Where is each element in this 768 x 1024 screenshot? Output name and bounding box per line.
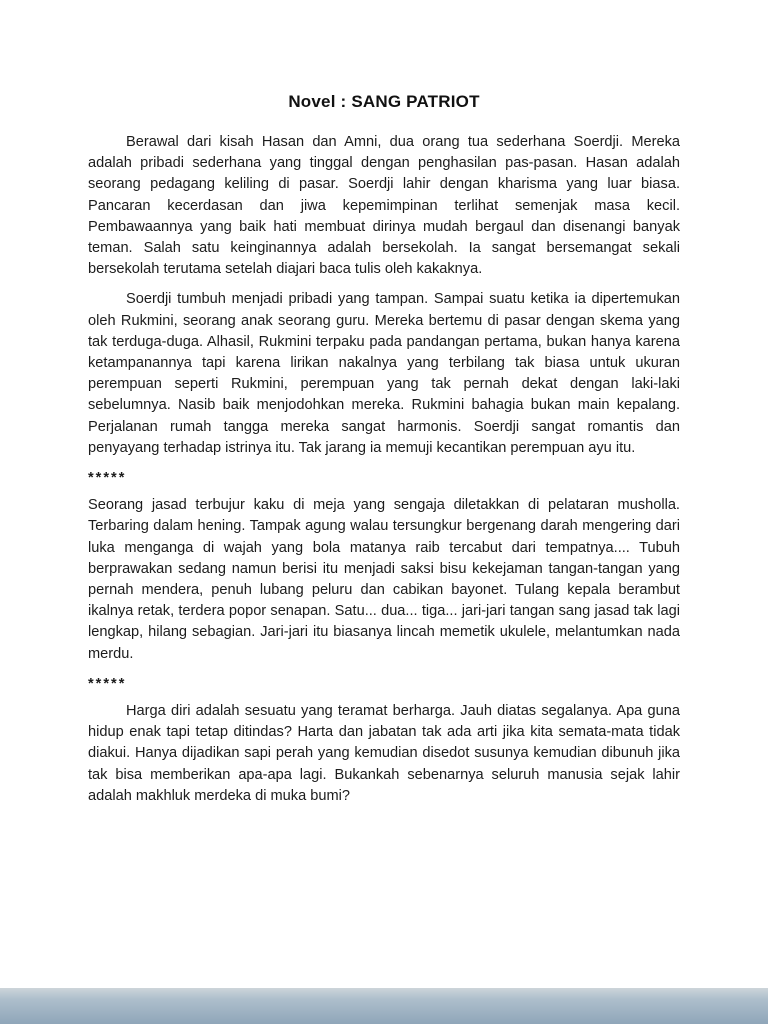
paragraph-2: Soerdji tumbuh menjadi pribadi yang tampan. Sampai suatu ketika ia dipertemukan oleh Rukmini, seorang anak seorang guru. Mereka bertemu di pasar dengan skema yang tak terduga-duga. Alhasil, Rukmini terpaku pada pandangan pertama, bukan hanya karena ketampanannya tapi karena lirikan nakalnya yang terbilang tak biasa untuk ukuran perempuan seperti Rukmini, perempuan yang tak pernah dekat dengan laki-laki sebelumnya. Nasib baik menjodohkan mereka. Rukmini bahagia bukan main kepalang. Perjalanan rumah tangga mereka sangat harmonis. Soerdji sangat romantis dan penyayang terhadap istrinya itu. Tak jarang ia memuji kecantikan perempuan ayu itu.	[88, 291, 680, 456]
paragraph-1: Berawal dari kisah Hasan dan Amni, dua orang tua sederhana Soerdji. Mereka adalah pribadi sederhana yang tinggal dengan penghasilan pas-pasan. Hasan adalah seorang pedagang keliling di pasar. Soerdji lahir dengan kharisma yang luar biasa. Pancaran kecerdasan dan jiwa kepemimpinan terlihat semenjak masa kecil. Pembawaannya yang baik hati membuat dirinya mudah bergaul dan disenangi banyak teman. Salah satu keinginannya adalah bersekolah. Ia sangat bersemangat sekali bersekolah terutama setelah diajari baca tulis oleh kakaknya.	[88, 134, 680, 278]
page-title: Novel : SANG PATRIOT	[288, 92, 480, 111]
section-separator-1: *****	[88, 470, 127, 487]
paragraph-4: Harga diri adalah sesuatu yang teramat berharga. Jauh diatas segalanya. Apa guna hidup enak tapi tetap ditindas? Harta dan jabatan tak ada arti jika kita semata-mata tidak diakui. Hanya dijadikan sapi perah yang kemudian disedot susunya kemudian dibunuh jika tak bisa memberikan apa-apa lagi. Bukankah sebenarnya seluruh manusia sejak lahir adalah makhluk merdeka di muka bumi?	[88, 703, 680, 804]
paragraph-3: Seorang jasad terbujur kaku di meja yang sengaja diletakkan di pelataran musholla. Terbaring dalam hening. Tampak agung walau tersungkur bergenang darah mengering dari luka menganga di wajah yang bola matanya raib tercabut dari tempatnya.... Tubuh berprawakan sedang namun berisi itu menjadi saksi bisu kekejaman tangan-tangan yang pernah mendera, penuh lubang peluru dan cabikan bayonet. Tulang kepala berambut ikalnya retak, terdera popor senapan. Satu... dua... tiga... jari-jari tangan sang jasad tak lagi lengkap, hilang sebagian. Jari-jari itu biasanya lincah memetik ukulele, melantumkan nada merdu.	[88, 497, 680, 662]
viewer-bottom-strip	[0, 988, 768, 1024]
section-separator-2: *****	[88, 675, 127, 692]
